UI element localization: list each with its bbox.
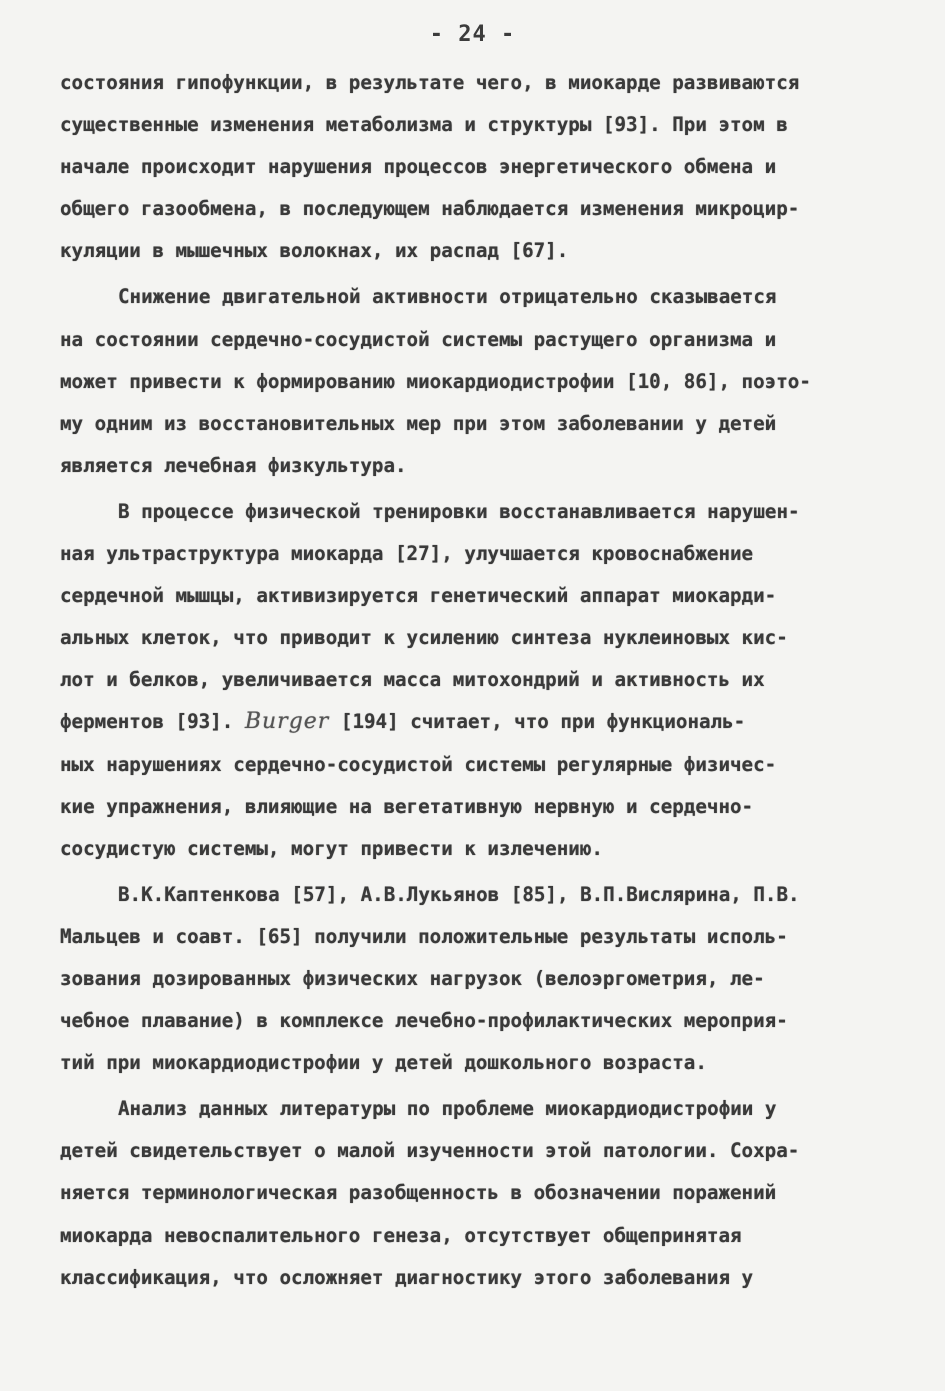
text-line: общего газообмена, в последующем наблюдается изменения микроцир- <box>60 197 800 221</box>
text-line: состояния гипофункции, в результате чего, в миокарде развиваются <box>60 71 800 94</box>
paragraph <box>60 491 890 870</box>
text-line: может привести к формированию миокардиодистрофии [10, 86], поэто- <box>60 369 811 393</box>
text-line: существенные изменения метаболизма и структуры [93]. При этом в <box>60 113 788 137</box>
text-line: классификация, что осложняет диагностику этого заболевания у <box>60 1265 754 1289</box>
text-line: лот и белков, увеличивается масса митохондрий и активность их <box>60 668 765 692</box>
text-line: Снижение двигательной активности отрицательно сказывается <box>118 285 777 309</box>
text-line: сосудистую системы, могут привести к излечению. <box>60 836 603 860</box>
text-line: детей свидетельствует о малой изученности этой патологии. Сохра- <box>60 1139 800 1163</box>
text-line: му одним из восстановительных мер при этом заболевании у детей <box>60 411 777 435</box>
body-text <box>60 62 890 1303</box>
text-segment: [194] считает, что при функциональ- <box>340 710 746 734</box>
text-line: В процессе физической тренировки восстанавливается нарушен- <box>118 499 800 523</box>
text-line-with-handwriting <box>60 701 890 743</box>
text-line: тий при миокардиодистрофии у детей дошкольного возраста. <box>60 1051 707 1075</box>
text-line: является лечебная физкультура. <box>60 453 407 477</box>
text-line: начале происходит нарушения процессов энергетического обмена и <box>60 155 777 179</box>
text-line: альных клеток, что приводит к усилению синтеза нуклеиновых кис- <box>60 626 788 650</box>
text-line: куляции в мышечных волокнах, их распад [67]. <box>60 239 569 263</box>
text-line: Анализ данных литературы по проблеме миокардиодистрофии у <box>118 1097 777 1121</box>
text-line: миокарда невоспалительного генеза, отсутствует общепринятая <box>60 1223 742 1247</box>
paragraph <box>60 874 890 1084</box>
text-line: чебное плавание) в комплексе лечебно-профилактических мероприя- <box>60 1009 788 1033</box>
text-line: ная ультраструктура миокарда [27], улучшается кровоснабжение <box>60 542 754 566</box>
text-line: кие упражнения, влияющие на вегетативную нервную и сердечно- <box>60 794 754 818</box>
paragraph <box>60 1088 890 1298</box>
paragraph <box>60 62 890 272</box>
text-line: зования дозированных физических нагрузок (велоэргометрия, ле- <box>60 966 765 990</box>
text-line: на состоянии сердечно-сосудистой системы растущего организма и <box>60 327 777 351</box>
text-line: В.К.Каптенкова [57], А.В.Лукьянов [85], В.П.Вислярина, П.В. <box>118 882 800 906</box>
text-line: Мальцев и соавт. [65] получили положительные результаты исполь- <box>60 924 788 948</box>
handwritten-author-name: Burger <box>244 709 330 735</box>
text-line: сердечной мышцы, активизируется генетический аппарат миокарди- <box>60 584 777 608</box>
page-number: - 24 - <box>429 22 516 47</box>
text-segment: ферментов [93]. <box>60 710 234 734</box>
text-line: ных нарушениях сердечно-сосудистой системы регулярные физичес- <box>60 752 777 776</box>
paragraph <box>60 276 890 486</box>
text-line: няется терминологическая разобщенность в обозначении поражений <box>60 1181 777 1205</box>
